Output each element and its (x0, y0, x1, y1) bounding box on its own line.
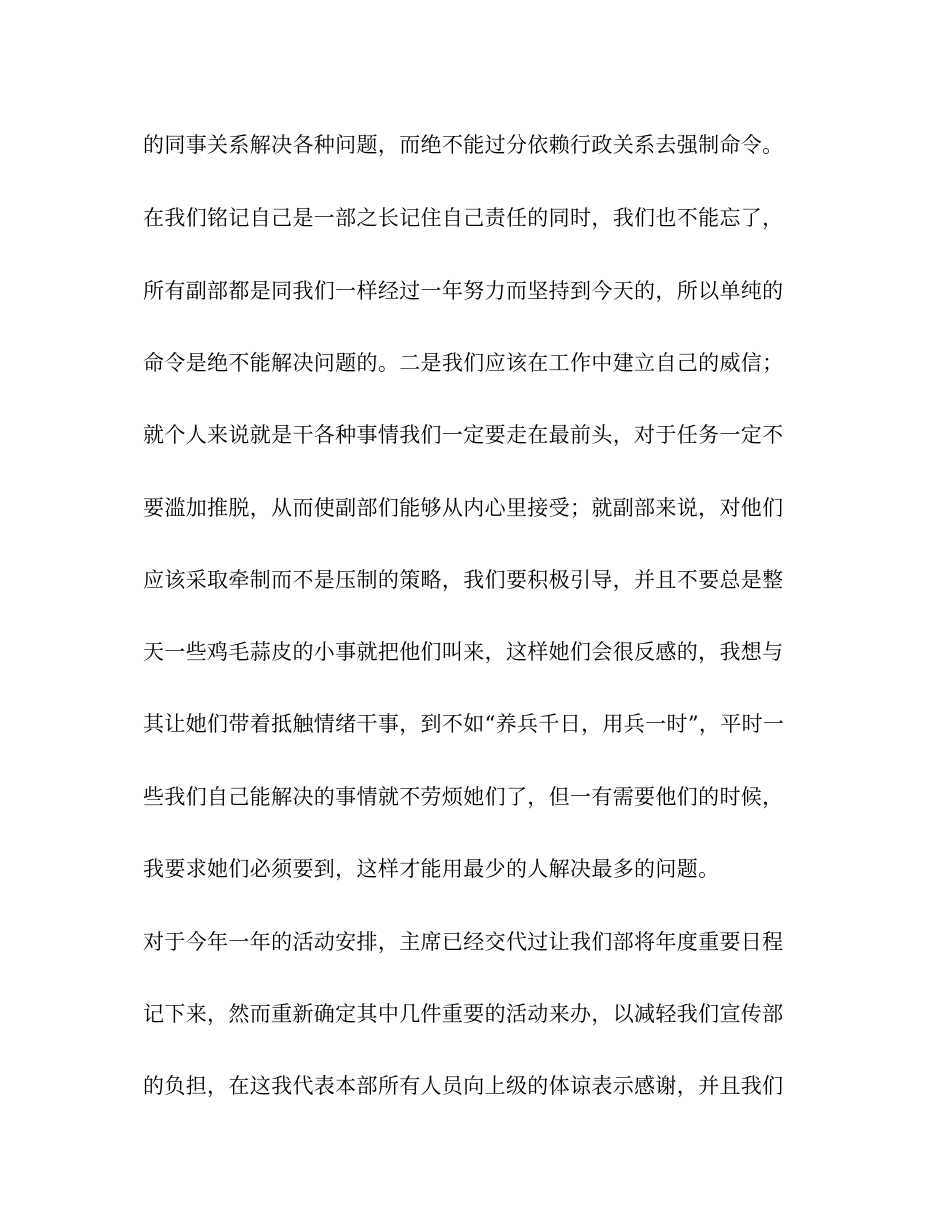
text-line: 些我们自己能解决的事情就不劳烦她们了，但一有需要他们的时候， (143, 785, 784, 809)
text-line: 的同事关系解决各种问题，而绝不能过分依赖行政关系去强制命令。 (143, 133, 784, 157)
text-line: 在我们铭记自己是一部之长记住自己责任的同时，我们也不能忘了， (143, 206, 784, 230)
text-line: 命令是绝不能解决问题的。二是我们应该在工作中建立自己的威信； (143, 351, 784, 375)
text-line: 天一些鸡毛蒜皮的小事就把他们叫来，这样她们会很反感的，我想与 (143, 640, 784, 664)
text-line: 记下来，然而重新确定其中几件重要的活动来办，以减轻我们宣传部 (143, 1002, 784, 1026)
text-line: 要滥加推脱，从而使副部们能够从内心里接受；就副部来说，对他们 (143, 496, 784, 520)
text-line: 的负担，在这我代表本部所有人员向上级的体谅表示感谢，并且我们 (143, 1074, 784, 1098)
text-line: 其让她们带着抵触情绪干事，到不如“养兵千日，用兵一时”，平时一 (143, 712, 785, 736)
text-line: 所有副部都是同我们一样经过一年努力而坚持到今天的，所以单纯的 (143, 279, 784, 303)
text-line: 就个人来说就是干各种事情我们一定要走在最前头，对于任务一定不 (143, 423, 784, 447)
text-line: 应该采取牵制而不是压制的策略，我们要积极引导，并且不要总是整 (143, 568, 784, 592)
text-line: 我要求她们必须要到，这样才能用最少的人解决最多的问题。 (143, 857, 720, 881)
text-line: 对于今年一年的活动安排，主席已经交代过让我们部将年度重要日程 (143, 930, 784, 954)
